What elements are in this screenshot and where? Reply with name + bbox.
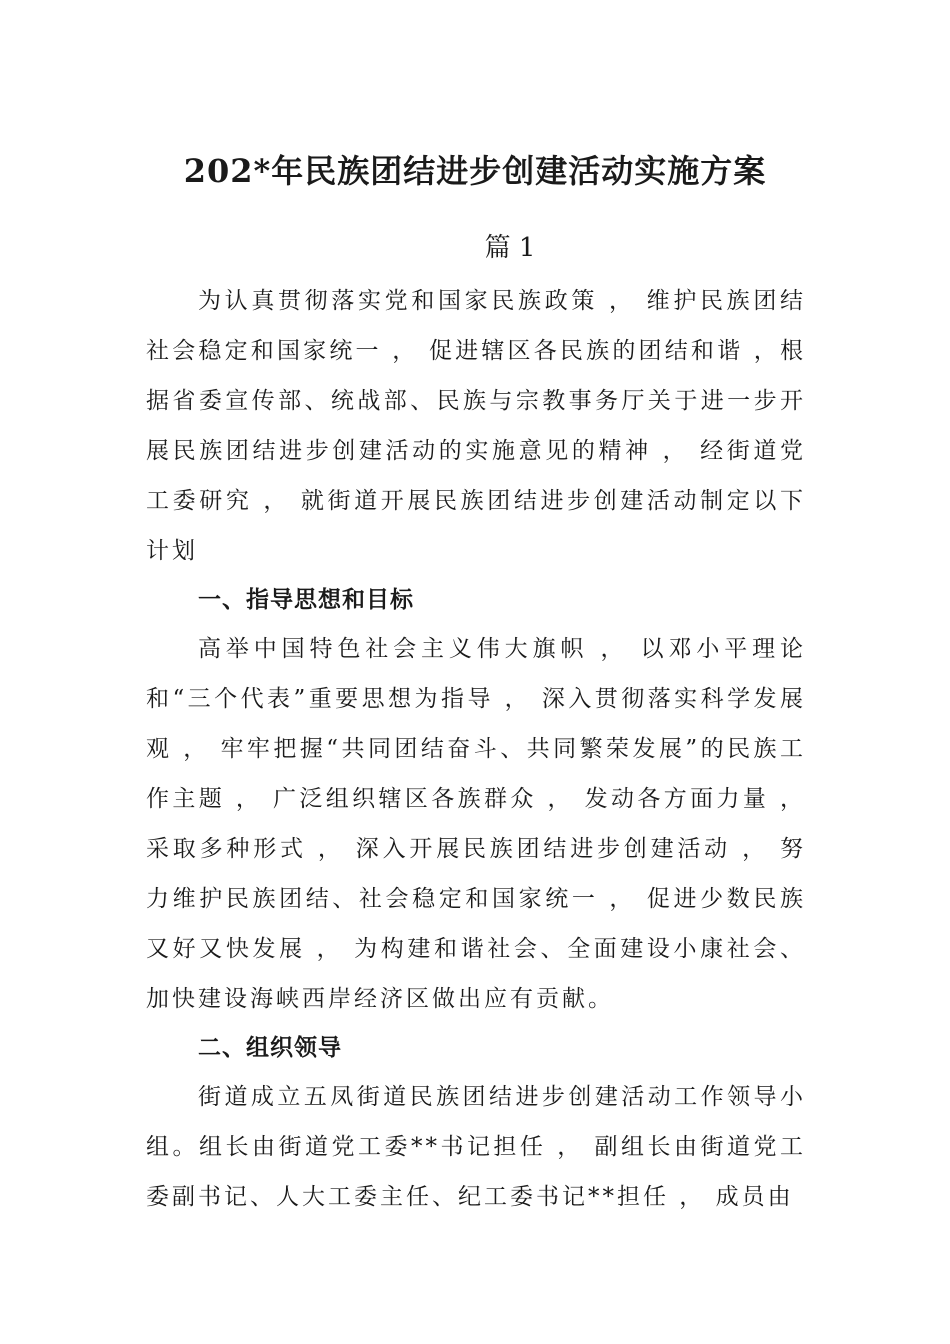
organization-paragraph: 街道成立五凤街道民族团结进步创建活动工作领导小组。组长由街道党工委**书记担任 ， 副组长由街道党工委副书记、人大工委主任、纪工委书记**担任 ， 成员由 [146,1084,806,1210]
guiding-ideology-paragraph: 高举中国特色社会主义伟大旗帜 ， 以邓小平理论和“三个代表”重要思想为指导 ， 深入贯彻落实科学发展观 ， 牢牢把握“共同团结奋斗、共同繁荣发展”的民族工作主题 ， 广泛组织辖区各族群众 ， 发动各方面力量 ， 采取多种形式 ， 深入开展民族团结进步创建活动 ， 努力维护民族团结、社会稳定和国家统一 ， 促进少数民族又好又快发展 ， 为构建和谐社会、全面建设小康社会、加快建设海峡西岸经济区做出应有贡献。 [146,636,806,1012]
section-heading-organization: 二、组织领导 [198,1035,342,1061]
document-title: 202*年民族团结进步创建活动实施方案 [183,152,767,191]
intro-paragraph: 为认真贯彻落实党和国家民族政策 ， 维护民族团结社会稳定和国家统一 ， 促进辖区各民族的团结和谐 ，根据省委宣传部、统战部、民族与宗教事务厅关于进一步开展民族团结进步创建活动的实施意见的精神 ， 经街道党工委研究 ， 就街道开展民族团结进步创建活动制定以下计划 [146,288,806,564]
section-heading-guiding-ideology: 一、指导思想和目标 [198,587,414,613]
section-label: 篇 1 [484,233,536,263]
